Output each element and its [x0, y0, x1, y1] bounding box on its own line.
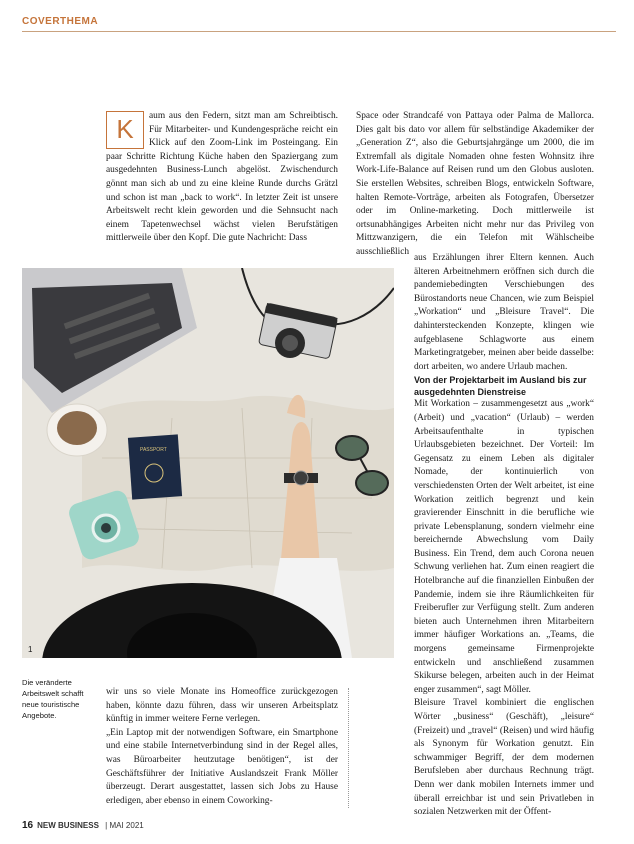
passport-icon	[128, 434, 182, 499]
svg-text:PASSPORT: PASSPORT	[140, 447, 167, 453]
drop-cap	[106, 111, 144, 149]
page-number: 16	[22, 820, 34, 831]
section-label: COVERTHEMA	[22, 16, 99, 27]
subheading: Von der Projektarbeit im Ausland bis zur ausgedehnten Dienstreise	[414, 375, 587, 398]
article-paragraph: Mit Workation – zusammengesetzt aus „work“ (Arbeit) und „vacation“ (Urlaub) – werden Arbeitsaufenthalte in typischen Urlaubsgebieten bezeichnet. Der Vorteil: Im Gegensatz zu einem Leben als digitaler Nomade, der kontinuierlich von verschiedensten Orten der Welt arbeitet, ist eine Workation zeitlich begrenzt und kein gravierender Einschnitt in die berufliche wie private Lebensplanung, sondern vielmehr eine bereichernde Abwechslung vom Daily Business. Ein Trend, dem auch Corona neuen Schwung verliehen hat. Zum einen reagiert die Hotelbranche auf die finanziellen Einbußen der Pandemie, indem sie ihre Räumlichkeiten für Freiberufler zur Verfügung stellt. Zum anderen bieten auch Unternehmen ihren Mitarbeitern immer häufiger Workations an. „Teams, die morgens gemeinsame Firmenprojekte entwickeln und anschließend zusammen Skikurse belegen, arbeiten auch in der Heimat enger zusammen“, sagt Möller.	[414, 399, 594, 695]
article-paragraph: aum aus den Federn, sitzt man am Schreibtisch. Für Mitarbeiter- und Kundengespräche reicht ein Klick auf den Zoom-Link im Posteingang. Ein paar Schritte Richtung Küche haben den Spaziergang zum ausgedehnten Business-Lunch abgelöst. Zwischendurch gönnt man sich ab und zu eine kleine Runde durchs Grätzl und schon ist man „back to work“. In letzter Zeit ist unsere Arbeitswelt recht klein geworden und die Sehnsucht nach einem Tapetenwechsel wächst vielen Berufstätigen mittlerweile über den Kopf. Die gute Nachricht: Dass	[106, 111, 338, 244]
magazine-name: NEW BUSINESS	[37, 821, 99, 830]
article-paragraph: Bleisure Travel kombiniert die englischen Wörter „business“ (Geschäft), „leisure“ (Freizeit) und „travel“ (Reisen) und wird häufig als Synonym für Workation genutzt. Ein schwammiger Begriff, der dem modernen Berufsleben aber durchaus Rechnung trägt. Denn wer dank mobilen Internets immer und überall erreichbar ist und sein Privatleben in sozialen Netzwerken mit der Öffent-	[414, 698, 594, 818]
map-illustration	[22, 268, 394, 658]
article-column-1-continued	[106, 686, 338, 808]
article-paragraph: aus Erzählungen ihrer Eltern kennen. Auch älteren Arbeitnehmern eröffnen sich durch die pandemiebedingten Verschiebungen des Bürostandorts neue Chancen, wie zum Beispiel „Workation“ und „Bleisure Travel“. Die dahintersteckenden Konzepte, klingen wie aufgeblasene Schlagworte aus einem Marketingratgeber, meinen aber beide dasselbe: dort arbeiten, wo andere Urlaub machen.	[414, 253, 594, 372]
header-rule	[22, 31, 616, 32]
drop-cap-letter: K	[116, 114, 134, 145]
article-column-1	[106, 110, 338, 246]
article-paragraph: wir uns so viele Monate ins Homeoffice zurückgezogen haben, könnte dazu führen, dass wir unseren Arbeitsplatz künftig in immer weitere Ferne verlegen.	[106, 687, 338, 725]
article-paragraph: „Ein Laptop mit der notwendigen Software, ein Smartphone und eine stabile Internetverbindung sind in der Regel alles, was Büroarbeiter heutzutage benötigen“, ist der Geschäftsführer der Initiative Auslandszeit Frank Möller überzeugt. Derart ausgestattet, lassen sich Jobs zu Hause erledigen, aber ebenso in einem Coworking-	[106, 727, 338, 806]
coffee-cup-icon	[47, 404, 107, 456]
photo-caption: Die veränderte Arbeitswelt schafft neue touristische Angebote.	[22, 678, 84, 720]
article-column-2-continued	[414, 252, 594, 820]
photo-number: 1	[28, 645, 33, 654]
article-column-2	[356, 110, 594, 260]
page-footer	[22, 820, 144, 831]
column-divider	[348, 688, 349, 808]
article-paragraph: Space oder Strandcafé von Pattaya oder Palma de Mallorca. Dies galt bis dato vor allem für selbständige Akademiker der „Generation Z“, also die Geburtsjahrgänge um 2000, die im Extremfall als digitale Nomaden ohne festen Wohnsitz ihre Work-Life-Balance auf Reisen rund um den Globus ausloten. Sie erstellen Websites, schreiben Blogs, entwickeln Software, halten Remote-Vorträge, arbeiten als Fotografen, Übersetzer oder im Online-marketing. Doch mittlerweile ist ortsunabhängiges Arbeiten nicht mehr nur das Privileg von Mittzwanzigern, die ein Telefon mit Wählscheibe ausschließlich	[356, 111, 594, 257]
footer-separator: |	[105, 821, 108, 830]
issue-date: MAI 2021	[109, 821, 144, 830]
travel-photo	[22, 268, 394, 658]
